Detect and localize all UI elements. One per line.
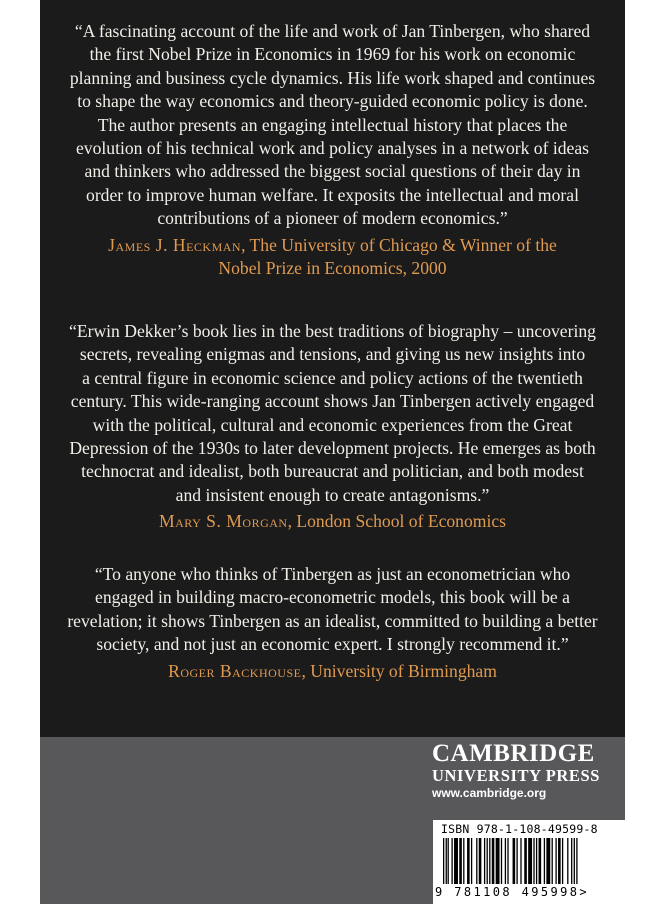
reviewer-affiliation: , London School of Economics: [287, 511, 507, 532]
review-heckman: [40, 20, 625, 280]
publisher-footer: [40, 737, 625, 904]
publisher-website: www.cambridge.org: [432, 786, 547, 800]
barcode: [433, 820, 625, 904]
isbn-label: ISBN 978-1-108-49599-8: [441, 822, 598, 836]
barcode-bars: [443, 838, 615, 884]
publisher-name: CAMBRIDGE: [432, 740, 595, 767]
review-backhouse: [40, 563, 625, 683]
publisher-subtitle: UNIVERSITY PRESS: [432, 766, 601, 785]
reviewer-name: Roger Backhouse: [168, 660, 302, 681]
review-text: “Erwin Dekker’s book lies in the best traditions of biography – uncovering secrets, revealing enigmas and tensions, and giving us new insights into a central figure in economic science and policy actions of the twentieth century. This wide-ranging account shows Jan Tinbergen actively engaged with the political, cultural and economic experiences from the Great Depression of the 1930s to later development projects. He emerges as both technocrat and idealist, both bureaucrat and politician, and both modest and insistent enough to create antagonisms.”: [69, 321, 596, 505]
back-cover: [40, 0, 625, 904]
reviewer-affiliation: , University of Birmingham: [301, 660, 497, 681]
review-attribution: [40, 510, 625, 533]
review-attribution: [40, 660, 625, 683]
reviewer-affiliation: , The University of Chicago & Winner of the Nobel Prize in Economics, 2000: [218, 234, 557, 279]
review-attribution: [40, 234, 625, 281]
reviewer-name: James J. Heckman: [108, 234, 242, 255]
publisher-logo: [432, 741, 622, 802]
review-morgan: [40, 320, 625, 534]
review-text: “To anyone who thinks of Tinbergen as just an econometrician who engaged in building macro-econometric models, this book will be a revelation; it shows Tinbergen as an idealist, committed to building a better society, and not just an economic expert. I strongly recommend it.”: [67, 564, 598, 655]
barcode-digits: 9 781108 495998>: [435, 885, 589, 899]
review-text: “A fascinating account of the life and work of Jan Tinbergen, who shared the first Nobel Prize in Economics in 1969 for his work on economic planning and business cycle dynamics. His life work shaped and continues to shape the way economics and theory-guided economic policy is done. The author presents an engaging intellectual history that places the evolution of his technical work and policy analyses in a network of ideas and thinkers who addressed the biggest social questions of their day in order to improve human welfare. It exposits the intellectual and moral contributions of a pioneer of modern economics.”: [69, 21, 596, 229]
reviewer-name: Mary S. Morgan: [158, 511, 288, 532]
